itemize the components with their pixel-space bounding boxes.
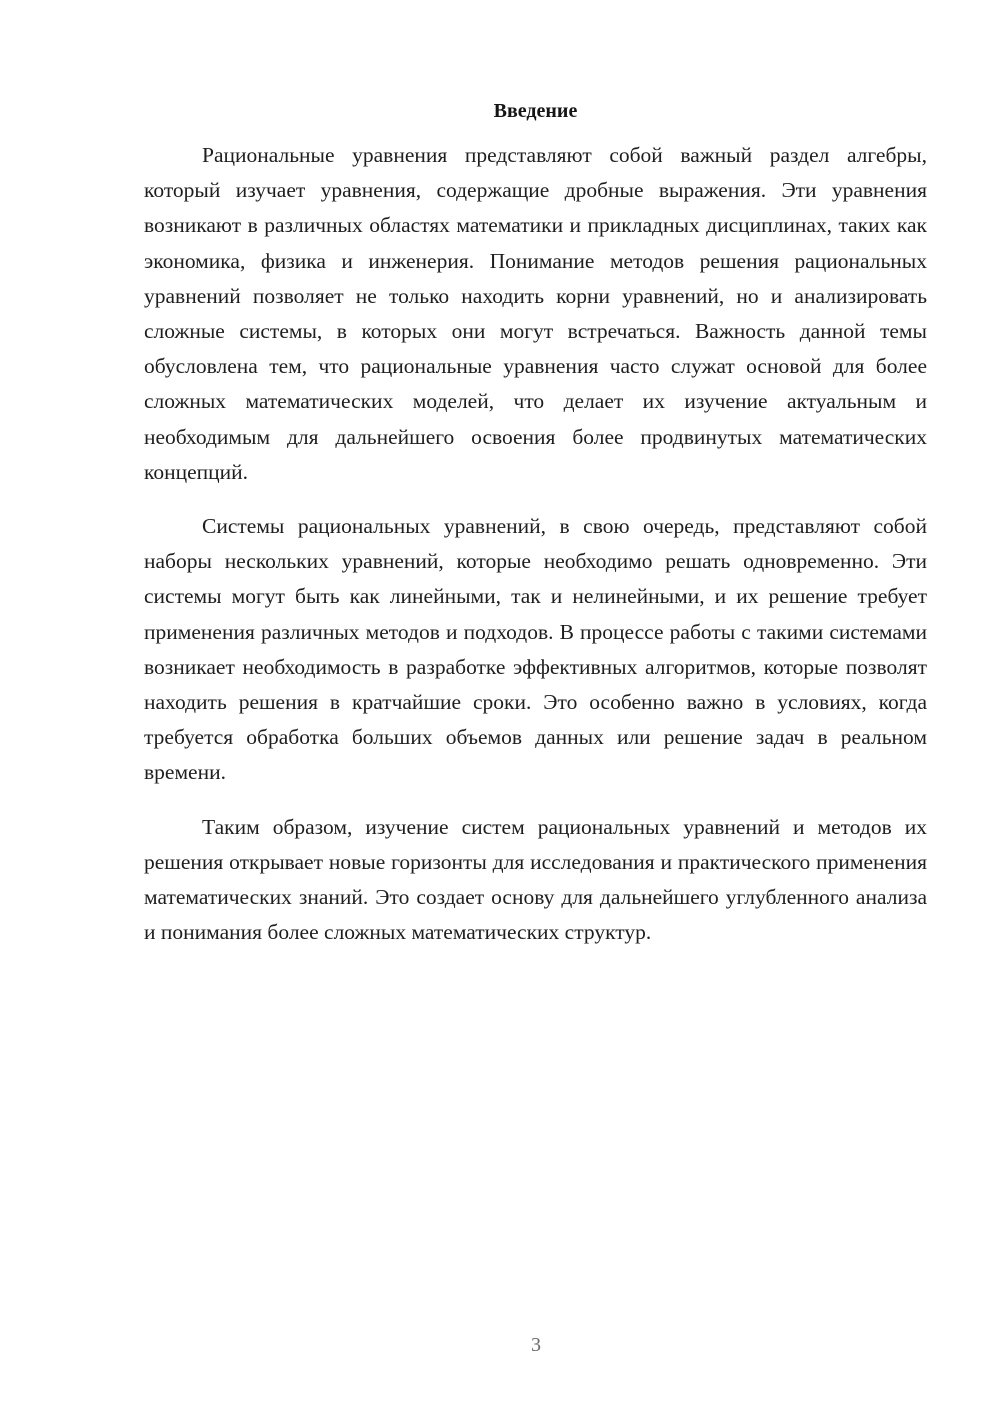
paragraph-2: Системы рациональных уравнений, в свою очередь, представляют собой наборы нескольких уравнений, которые необходимо решать одновременно. Эти системы могут быть как линейными, так и нелинейными, и их решение требует применения различных методов и подходов. В процессе работы с такими системами возникает необходимость в разработке эффективных алгоритмов, которые позволят находить решения в кратчайшие сроки. Это особенно важно в условиях, когда требуется обработка больших объемов данных или решение задач в реальном времени. xyxy=(144,514,927,785)
page-content xyxy=(144,96,927,950)
paragraph-1: Рациональные уравнения представляют собой важный раздел алгебры, который изучает уравнения, содержащие дробные выражения. Эти уравнения возникают в различных областях математики и прикладных дисциплинах, таких как экономика, физика и инженерия. Понимание методов решения рациональных уравнений позволяет не только находить корни уравнений, но и анализировать сложные системы, в которых они могут встречаться. Важность данной темы обусловлена тем, что рациональные уравнения часто служат основой для более сложных математических моделей, что делает их изучение актуальным и необходимым для дальнейшего освоения более продвинутых математических концепций. xyxy=(144,143,927,484)
page-title: Введение xyxy=(493,100,578,122)
page-number: 3 xyxy=(531,1334,541,1356)
paragraph-3: Таким образом, изучение систем рациональных уравнений и методов их решения открывает новые горизонты для исследования и практического применения математических знаний. Это создает основу для дальнейшего углубленного анализа и понимания более сложных математических структур. xyxy=(144,814,927,945)
